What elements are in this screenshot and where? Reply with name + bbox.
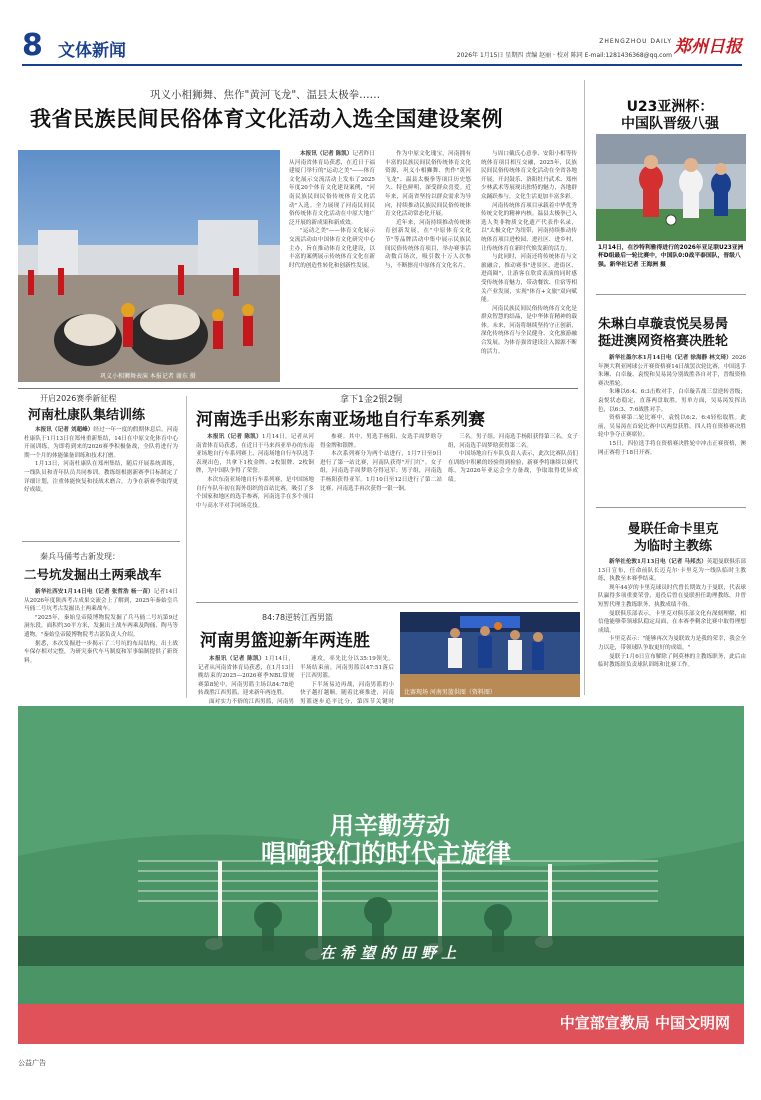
cycling-para5: 三名。男子组，河南选手杨阳获得第三名，女子组，河南选手周梦晗获得第二名。	[448, 434, 578, 449]
tennis-headline-line1: 朱琳白卓璇袁悦吴易昺	[598, 317, 729, 332]
masthead	[22, 28, 742, 66]
qin-body	[24, 588, 178, 696]
cycling-lead: 本报讯（记者 陈凯）	[207, 434, 262, 440]
cycling-para1: 1月14日，记者从河南省体育局获悉，在近日于马来西亚举办的东南亚场地自行车系列赛上，河南场地自行车队选手表现出色，共拿下1枚金牌、2枚银牌、2枚铜牌，为中国队争得了荣誉。	[196, 434, 314, 475]
team-body	[24, 426, 178, 532]
lion-dance-illustration	[18, 150, 280, 382]
cycling-para4: 本次系列赛分为两个站进行，1月7日至9日进行了第一站比赛，河南队获得"开门红"。女子组，河南选手周梦晗夺得冠军；男子组，河南选手杨阳获得亚军。1月10日至12日进行了第二站比赛，河南选手再次获得一银一铜。	[320, 451, 442, 492]
cycling-para6: 中国场地自行车队负责人表示，此次比赛队员们在训练中积累的经验得到检验，新赛季将继续以赛代练，为2026年亚运会全力备战，争取取得优异成绩。	[448, 451, 578, 483]
page-number: 8	[22, 28, 43, 63]
u23-caption: 1月14日，在沙特利雅得进行的2026年亚足联U23亚洲杯D组最后一轮比赛中，中国队0:0战平泰国队，晋级八强。新华社记者 王海洲 摄	[598, 245, 744, 268]
paper-name-english: ZHENGZHOU DAILY	[599, 38, 672, 45]
main-story-para5: 与周口戴氏心意拳、安阳小相等传统体育项目相互交融，2025年，民族民间民俗传统体育文化活动在全省各地开展，开封鼓乐、洛阳牡丹武术、郑州少林武术等展现出独特的魅力，各地群众踊跃参与，文化生活更加丰富多彩。	[481, 151, 577, 200]
cycling-col1	[196, 433, 314, 595]
ad-sponsor: 中宣部宣教局 中国文明网	[559, 1014, 730, 1032]
right-rule-2	[596, 507, 746, 508]
manutd-headline-line2: 为临时主教练	[633, 539, 712, 554]
tennis-para1: 2026年澳大利亚网球公开赛资格赛14日战罢次轮比赛，中国选手朱琳、白卓璇、袁悦和吴易昺分别战胜各自对手，晋级资格赛决胜轮。	[598, 355, 746, 387]
main-story-para8: 河南民族民间民俗传统体育文化是群众智慧的结晶，是中华体育精神的载体。未来，河南将继续坚持守正创新，深化传统体育与全民健身、文化旅游融合发展，为体育强省建设注入源源不断的活力。	[481, 305, 577, 355]
main-story-para7: 与此同时，河南还将传统体育与文旅融合，推动赛事"进景区、进街区、进商圈"，让游客在欣赏表演的同时感受传统体育魅力，带动餐饮、住宿等相关产业发展，实现"体育+文旅"双向赋能。	[481, 254, 577, 304]
cycling-para2: 本次东南亚场地自行车系列赛，是中国场地自行车队年初在海外组织的首站比赛，吸引了多个国家和地区的选手参赛，河南选手在多个项目中与高水平对手同场竞技。	[196, 476, 314, 509]
team-headline: 河南杜康队集结训练	[28, 408, 146, 423]
main-story-col2	[385, 150, 471, 382]
football-match-illustration	[596, 134, 746, 241]
tennis-lead: 新华社墨尔本1月14日电（记者 徐海静 林文琦）	[609, 355, 732, 361]
basketball-photo-caption: 比赛现场 河南男篮供图（资料图）	[404, 689, 496, 696]
main-story-para6: 河南传统体育项目承载着中华优秀传统文化的精神内核。温县太极拳已入选人类非物质文化遗产代表作名录，以"太极文化"为纽带，河南持续推动传统体育项目进校园、进社区、进乡村，让传统体育在新时代焕发新的活力。	[481, 202, 577, 252]
team-kicker: 开启2026赛季新征程	[40, 394, 117, 403]
basketball-para3: 速攻，率先比分以35:19领先。半场结束前，河南男篮以47:51落后于江西男篮。	[300, 656, 394, 680]
main-story-para1: 记者昨日从河南省体育局获悉，在近日于福建厦门举行的"运动之美"——体育文化展示交流活动上发布了2025年度20个体育文化建设案例，"河南民族民间民俗传统体育文化活动"入选。全力展现了河南民间民俗传统体育文化活动在中原大地广泛开展的新成果和新成效。	[289, 151, 375, 226]
main-story-para4: 近年来，河南持续推动传统体育创新发展，在"中原体育文化节"等品牌活动中集中展示民族民间民俗传统体育项目，举办赛事活动数百场次，吸引数十万人次参与，不断擦亮中原体育文化名片。	[385, 219, 471, 269]
basketball-photo	[400, 612, 580, 697]
tennis-para3: 资格赛第二轮比赛中，袁悦以6:2、6:4轻松取胜。此前，吴易昺在首轮比赛中以两盘获胜。四人将在资格赛决胜轮中争夺正赛席位。	[598, 415, 746, 439]
basketball-game-illustration	[400, 612, 580, 697]
main-story-photo	[18, 150, 280, 382]
basketball-col2	[300, 655, 394, 705]
ad-strip-text: 在 希 望 的 田 野 上	[319, 944, 457, 962]
ad-label: 公益广告	[18, 1059, 46, 1067]
right-rule-1	[596, 294, 746, 295]
basketball-para1: 1月14日，记者从河南省体育局获悉，在1月13日晚结束的2025—2026赛季NBL常规赛第8轮中，河南男篮主场以84:78逆转战胜江西男篮，迎来新年两连胜。	[198, 656, 294, 697]
qin-para3: 据悉，本次发掘进一步揭示了二号坑的布局结构，出土战车保存相对完整，为研究秦代车马制度和军事编制提供了新资料。	[24, 640, 178, 664]
cycling-kicker: 拿下1金2银2铜	[340, 395, 403, 405]
qin-headline: 二号坑发掘出土两乘战车	[24, 567, 162, 582]
main-story-lead: 本报讯（记者 陈凯）	[300, 151, 353, 157]
u23-photo	[596, 134, 746, 241]
main-story-headline: 我省民族民间民俗体育文化活动入选全国建设案例	[30, 107, 503, 131]
main-story-col1	[289, 150, 375, 382]
main-story-para2: "运动之美"——体育文化展示交流活动由中国体育文化研究中心主办，旨在推动体育文化建设，以丰富的案例展示传统体育文化在新时代的创造性转化和创新性发展。	[289, 228, 375, 269]
issue-meta: 2026年 1月15日 星期四 责编 赵丽 · 校对 陈同 E-mail:1281436368@qq.com	[456, 52, 672, 59]
left-rule-1	[22, 541, 180, 542]
tennis-body	[598, 354, 746, 504]
tennis-para4: 15日，四位选手将在资格赛决胜轮中冲击正赛资格，澳网正赛将于18日开赛。	[598, 440, 746, 456]
cycling-headline: 河南选手出彩东南亚场地自行车系列赛	[196, 410, 485, 430]
main-story-para3: 作为中原文化瑰宝，河南拥有丰富的民族民间民俗传统体育文化资源，巩义小相狮舞、焦作"黄河飞龙"、温县太极拳等项目历史悠久、特色鲜明，深受群众喜爱。近年来，河南省坚持以群众需求为导向，持续推动民族民间民俗传统体育文化活动常态化开展。	[385, 151, 471, 218]
basketball-para2: 面对实力不俗的江西男篮，河南男	[209, 698, 294, 705]
qin-para1: 记者14日从2026年度陕西考古成果交流会上了解到，2025年秦始皇兵马俑二号坑考古发掘出土两乘战车。	[24, 589, 178, 613]
u23-headline-line1: U23亚洲杯：	[626, 99, 714, 115]
cycling-col2	[320, 433, 442, 595]
left-column-divider	[186, 396, 187, 698]
tennis-para2: 朱琳以6:4、6:3击败对手，白卓璇苦战三盘逆转晋级；袁悦状态稳定，直落两盘取胜。男单方面，吴易昺发挥出色，以6:3、7:6战胜对手。	[598, 389, 746, 413]
public-service-ad	[18, 706, 744, 1044]
main-story-rule	[18, 388, 578, 389]
manutd-para4: 卡里克表示："能够再次为曼联效力是我的荣幸，我会全力以赴，带领球队争取更好的成绩。"	[598, 636, 746, 651]
main-story-photo-caption: 巩义小相狮舞表演 本报记者 谢东 摄	[100, 373, 196, 380]
section-title: 文体新闻	[58, 41, 126, 61]
manutd-para3: 曼联俱乐部表示，卡里克对俱乐部文化有深刻理解，相信他能够带领球队稳定局面，在本赛季剩余比赛中取得理想成绩。	[598, 610, 746, 634]
ad-landscape-illustration	[18, 706, 744, 1044]
qin-lead: 新华社西安1月14日电（记者 张哲浩 杨一苗）	[35, 589, 154, 595]
manutd-headline-line1: 曼联任命卡里克	[627, 522, 719, 537]
tennis-headline-line2: 挺进澳网资格赛决胜轮	[598, 334, 729, 349]
cycling-para3: 参赛。其中，男选手杨阳、女选手周梦晗夺得金牌和银牌。	[320, 434, 442, 449]
cycling-col3	[448, 433, 578, 595]
right-column-divider	[584, 80, 585, 695]
team-para2: 1月13日，河南杜康队在郑州集结，随后开展系统训练，一线队员和青年队员共同参训。教练组根据新赛季目标制定了详细计划，注重体能恢复和技战术磨合，力争在新赛季取得更好成绩。	[24, 461, 178, 494]
basketball-lead: 本报讯（记者 陈凯）	[209, 656, 266, 662]
manutd-para2: 现年44岁的卡里克球员时代曾长期效力于曼联，代表球队赢得多项重要荣誉，退役后曾在曼联担任助理教练，并曾短暂代理主教练职务，执教成绩不俗。	[598, 584, 746, 608]
manutd-body	[598, 558, 746, 694]
ad-title-line1: 用辛勤劳动	[330, 812, 450, 840]
ad-title-line2: 唱响我们的时代主旋律	[260, 839, 511, 868]
basketball-kicker: 84:78逆转江西男篮	[262, 613, 334, 622]
main-story-kicker: 巩义小相狮舞、焦作"黄河飞龙"、温县太极拳……	[150, 89, 381, 101]
team-para1: 经过一年一度的假期休息后，河南杜康队于1月13日在郑州重新集结，14日在中原文化体育中心开展训练，为即将到来的2026赛季积极备战，全队将进行为期一个月的体能储备训练和技术打磨。	[24, 427, 178, 459]
qin-para2: "2025年，秦始皇帝陵博物院发掘了兵马俑二号坑第9过洞东段，面积约30平方米，发掘出土战车两乘及陶俑、陶马等遗物。"秦始皇帝陵博物院考古部负责人介绍。	[24, 614, 178, 638]
cycling-rule	[196, 602, 578, 603]
paper-logo: 郑州日报	[674, 37, 742, 57]
manutd-para5: 曼联于1月6日宣布解除了阿莫林的主教练职务，此后由临时教练组负责球队训练和比赛工作。	[598, 653, 746, 669]
manutd-lead: 新华社伦敦1月13日电（记者 马邦杰）	[609, 559, 707, 565]
manutd-para1: 英超曼联俱乐部13日宣布，任命前队长迈克尔·卡里克为一线队临时主教练，执教至本赛季结束。	[598, 559, 746, 583]
qin-kicker: 秦兵马俑考古新发现：	[40, 552, 120, 561]
u23-headline-line2: 中国队晋级八强	[621, 116, 719, 132]
basketball-col1	[198, 655, 294, 705]
main-story-col3	[481, 150, 577, 382]
team-lead: 本报讯（记者 刘超峰）	[35, 427, 94, 433]
basketball-headline: 河南男篮迎新年两连胜	[200, 631, 370, 651]
basketball-para4: 下半场易边再战，河南男篮的小快子越打越顺。随着比赛推进，河南男篮逐步追平比分，第四节关键时	[300, 681, 394, 705]
